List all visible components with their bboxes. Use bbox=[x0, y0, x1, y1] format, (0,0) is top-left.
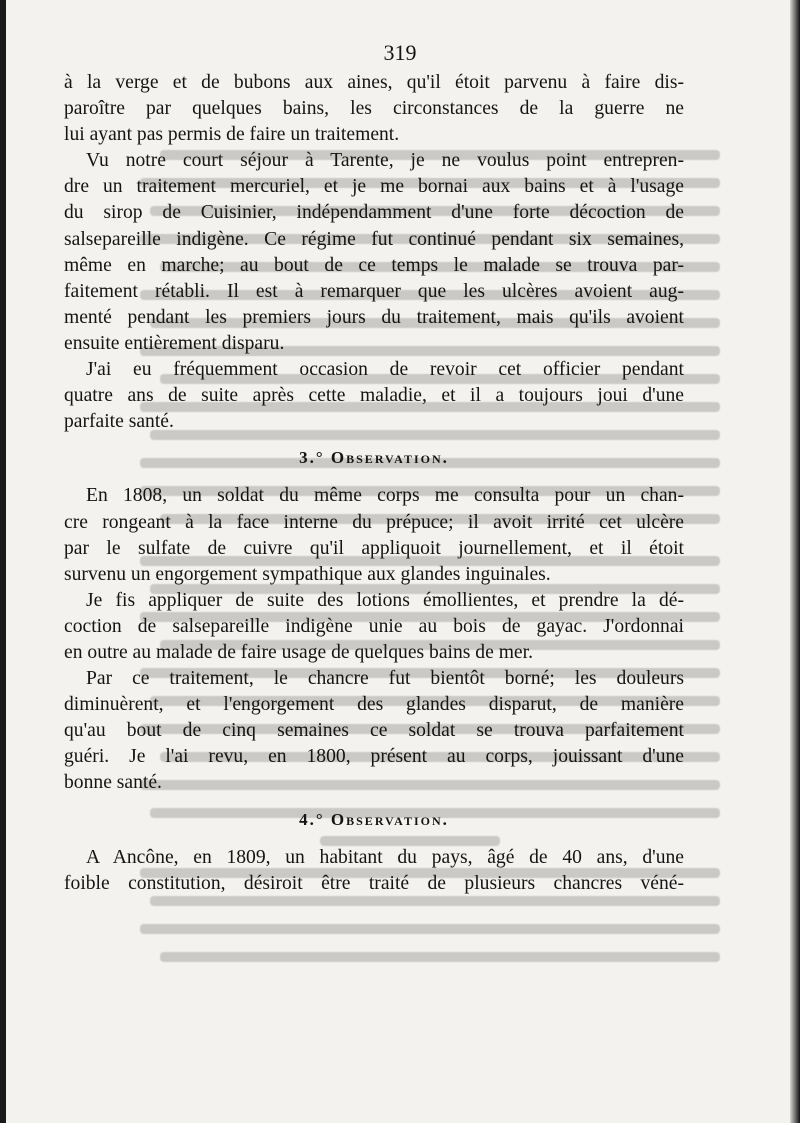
section-heading-observation-4: 4.° Observation. bbox=[299, 809, 449, 829]
text-line: Vu notre court séjour à Tarente, je ne voulus point entrepren- bbox=[86, 150, 684, 172]
scan-edge-left bbox=[0, 0, 6, 1123]
text-line: survenu un engorgement sympathique aux glandes inguinales. bbox=[64, 563, 551, 585]
text-line: qu'au bout de cinq semaines ce soldat se trouva parfaitement bbox=[64, 720, 684, 742]
text-line: quatre ans de suite après cette maladie, et il a toujours joui d'une bbox=[64, 385, 684, 407]
text-line: diminuèrent, et l'engorgement des glandes disparut, de manière bbox=[64, 694, 684, 716]
text-line: même en marche; au bout de ce temps le malade se trouva par- bbox=[64, 254, 684, 276]
text-line: en outre au malade de faire usage de quelques bains de mer. bbox=[64, 641, 533, 663]
body-text bbox=[64, 70, 684, 897]
text-line: bonne santé. bbox=[64, 772, 162, 794]
text-line: ensuite entièrement disparu. bbox=[64, 332, 285, 354]
text-line: salsepareille indigène. Ce régime fut continué pendant six semaines, bbox=[64, 228, 684, 250]
text-line: à la verge et de bubons aux aines, qu'il étoit parvenu à faire dis- bbox=[64, 72, 684, 93]
text-line: J'ai eu fréquemment occasion de revoir cet officier pendant bbox=[86, 359, 684, 381]
text-line: guéri. Je l'ai revu, en 1800, présent au corps, jouissant d'une bbox=[64, 746, 684, 768]
text-line: paroître par quelques bains, les circonstances de la guerre ne bbox=[64, 98, 684, 120]
scan-edge-right bbox=[790, 0, 800, 1123]
page-number: 319 bbox=[383, 40, 417, 65]
text-line: foible constitution, désiroit être traité de plusieurs chancres véné- bbox=[64, 872, 684, 894]
section-heading-observation-3: 3.° Observation. bbox=[299, 448, 449, 468]
text-line: Je fis appliquer de suite des lotions émollientes, et prendre la dé- bbox=[86, 589, 684, 611]
text-line: parfaite santé. bbox=[64, 411, 174, 433]
text-line: faitement rétabli. Il est à remarquer que les ulcères avoient aug- bbox=[64, 280, 684, 302]
text-line: coction de salsepareille indigène unie au bois de gayac. J'ordonnai bbox=[64, 615, 684, 637]
text-line: menté pendant les premiers jours du traitement, mais qu'ils avoient bbox=[64, 306, 684, 328]
text-line: En 1808, un soldat du même corps me consulta pour un chan- bbox=[86, 485, 684, 507]
text-line: Par ce traitement, le chancre fut bientôt borné; les douleurs bbox=[86, 668, 684, 690]
text-line: cre rongeant à la face interne du prépuce; il avoit irrité cet ulcère bbox=[64, 511, 684, 533]
text-line: dre un traitement mercuriel, et je me bornai aux bains et à l'usage bbox=[64, 176, 684, 198]
text-line: lui ayant pas permis de faire un traitement. bbox=[64, 124, 400, 146]
text-line: par le sulfate de cuivre qu'il appliquoit journellement, et il étoit bbox=[64, 537, 684, 559]
text-line: A Ancône, en 1809, un habitant du pays, âgé de 40 ans, d'une bbox=[86, 846, 684, 868]
text-line: du sirop de Cuisinier, indépendamment d'une forte décoction de bbox=[64, 202, 684, 224]
